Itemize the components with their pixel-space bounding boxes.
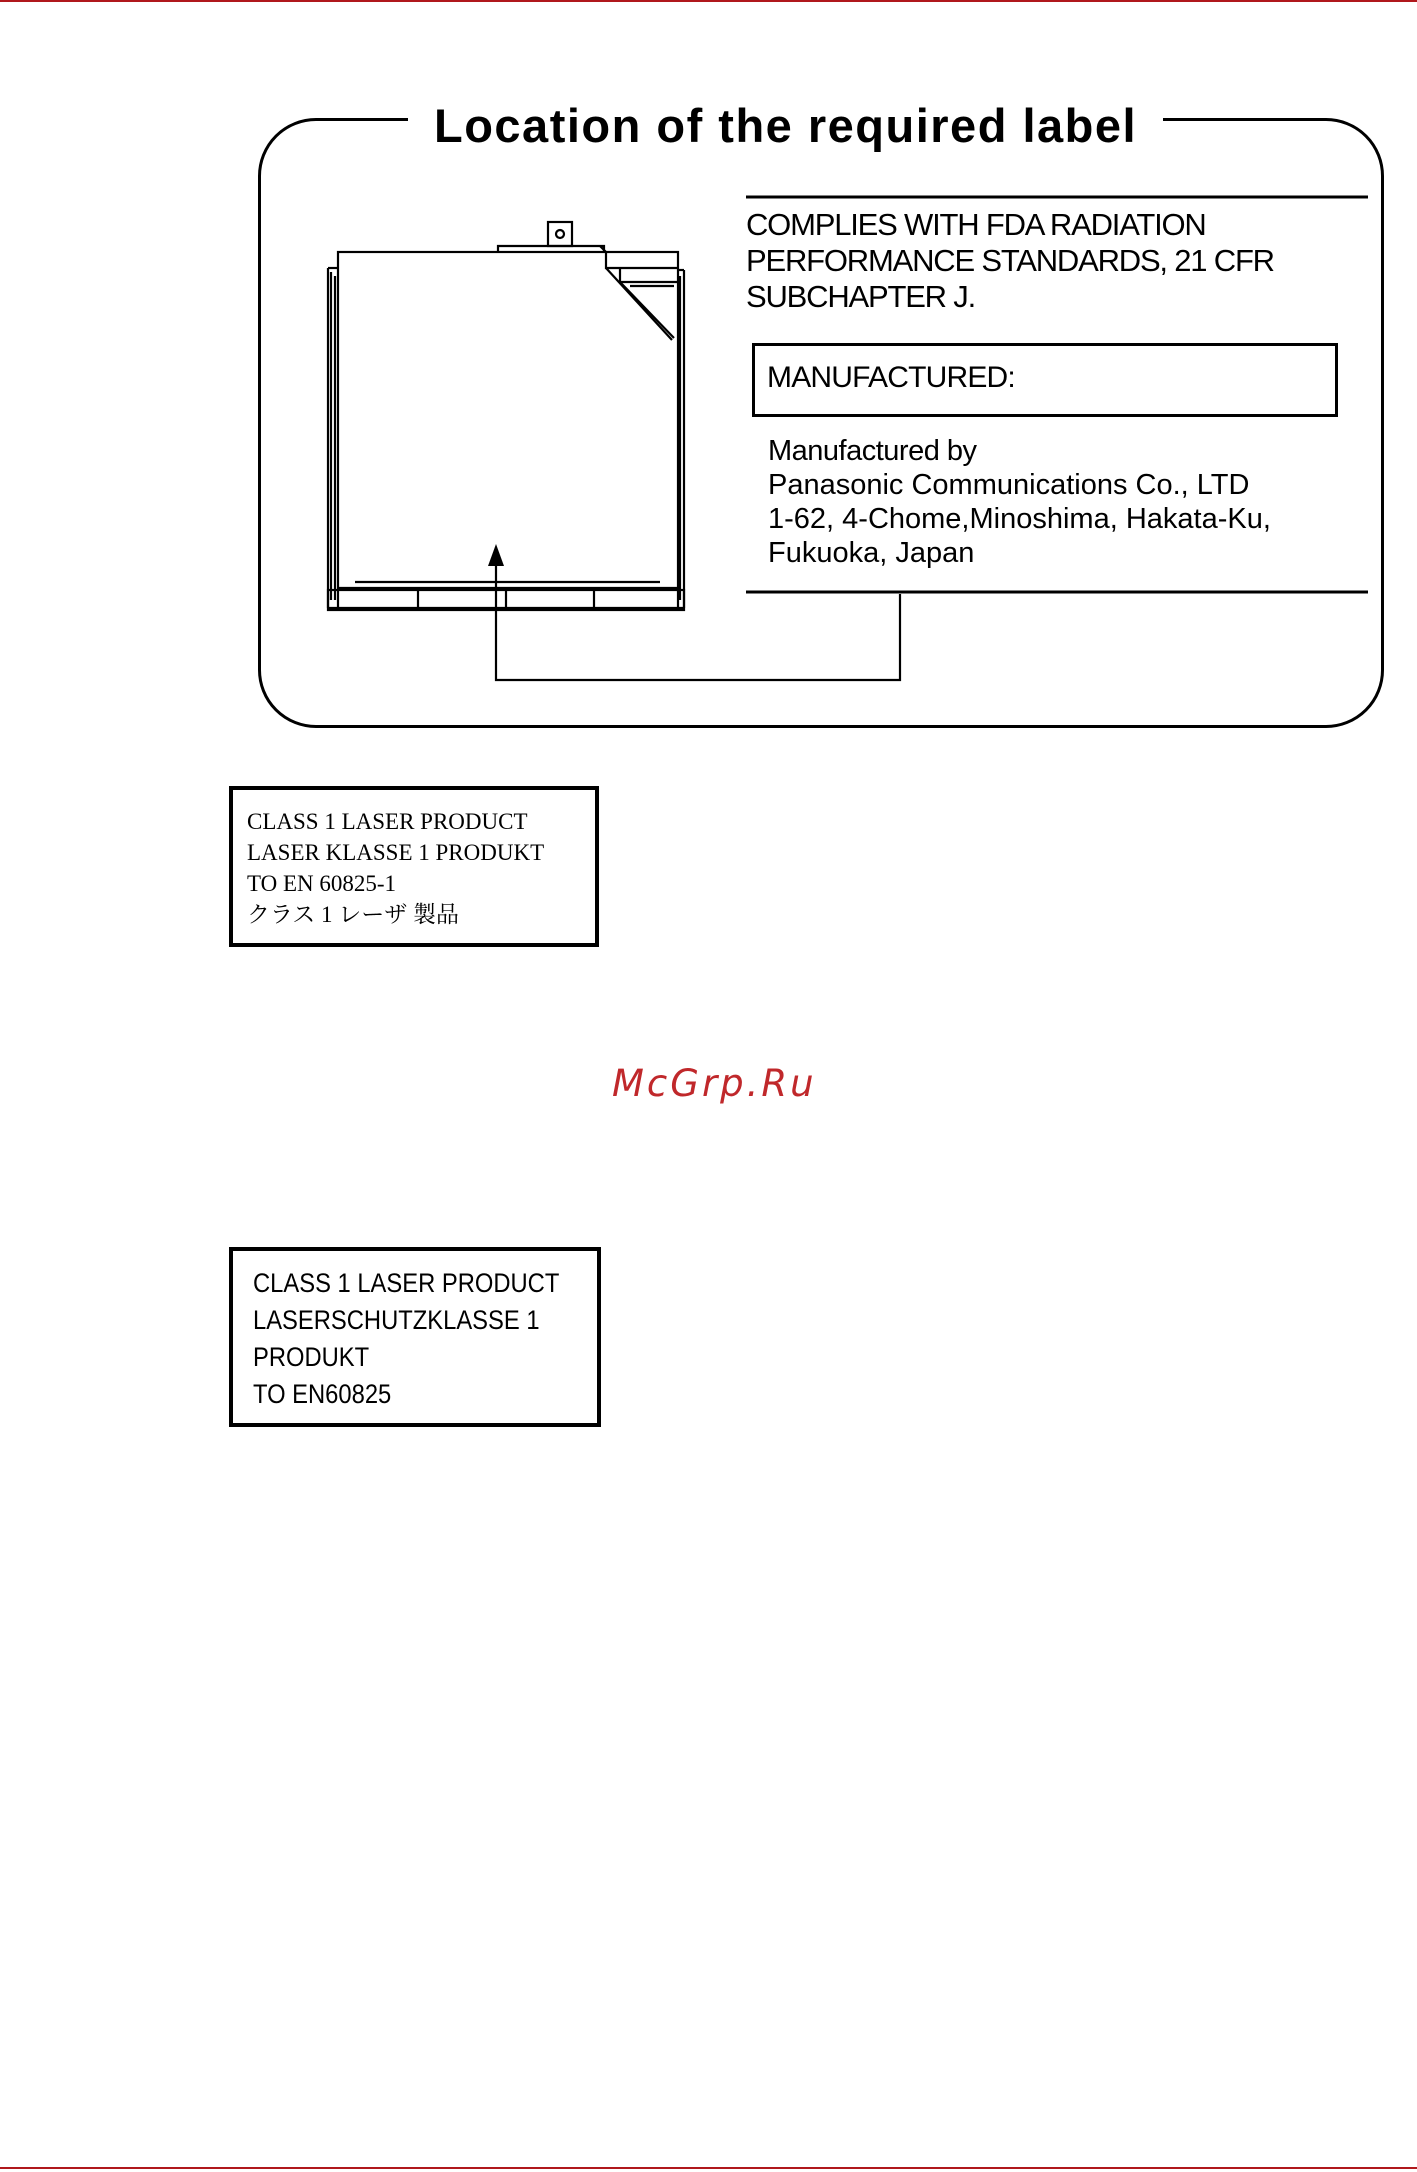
label-one-line: LASER KLASSE 1 PRODUKT xyxy=(247,840,545,865)
label-one-line: TO EN 60825-1 xyxy=(247,871,397,896)
manufacturer-info xyxy=(768,434,1348,570)
fda-line: COMPLIES WITH FDA RADIATION xyxy=(746,207,1206,242)
fda-compliance-text xyxy=(746,207,1346,315)
label-two-line: CLASS 1 LASER PRODUCT xyxy=(253,1268,560,1298)
maker-line: Fukuoka, Japan xyxy=(768,537,975,569)
label-one-line: クラス 1 レーザ 製品 xyxy=(247,902,460,927)
leader-line xyxy=(496,560,900,680)
watermark-text: McGrp.Ru xyxy=(612,1062,817,1105)
drive-body xyxy=(338,252,678,609)
laser-class-label-one xyxy=(229,786,599,947)
diagram-title: Location of the required label xyxy=(408,96,1163,156)
arrow-head xyxy=(488,544,504,566)
maker-line: 1-62, 4-Chome,Minoshima, Hakata-Ku, xyxy=(768,503,1271,535)
drive-connector-tab xyxy=(548,222,572,246)
manufactured-label: MANUFACTURED: xyxy=(767,361,1015,394)
label-one-line: CLASS 1 LASER PRODUCT xyxy=(247,809,528,834)
maker-line: Manufactured by xyxy=(768,435,977,467)
maker-line: Panasonic Communications Co., LTD xyxy=(768,469,1250,501)
fda-line: PERFORMANCE STANDARDS, 21 CFR xyxy=(746,243,1274,278)
label-two-line: LASERSCHUTZKLASSE 1 xyxy=(253,1305,540,1335)
laser-class-label-two xyxy=(229,1247,601,1427)
label-two-line: PRODUKT xyxy=(253,1342,370,1372)
bottom-rule xyxy=(0,2167,1417,2169)
label-two-line: TO EN60825 xyxy=(253,1379,392,1409)
manufactured-box xyxy=(752,343,1338,417)
fda-line: SUBCHAPTER J. xyxy=(746,279,975,314)
